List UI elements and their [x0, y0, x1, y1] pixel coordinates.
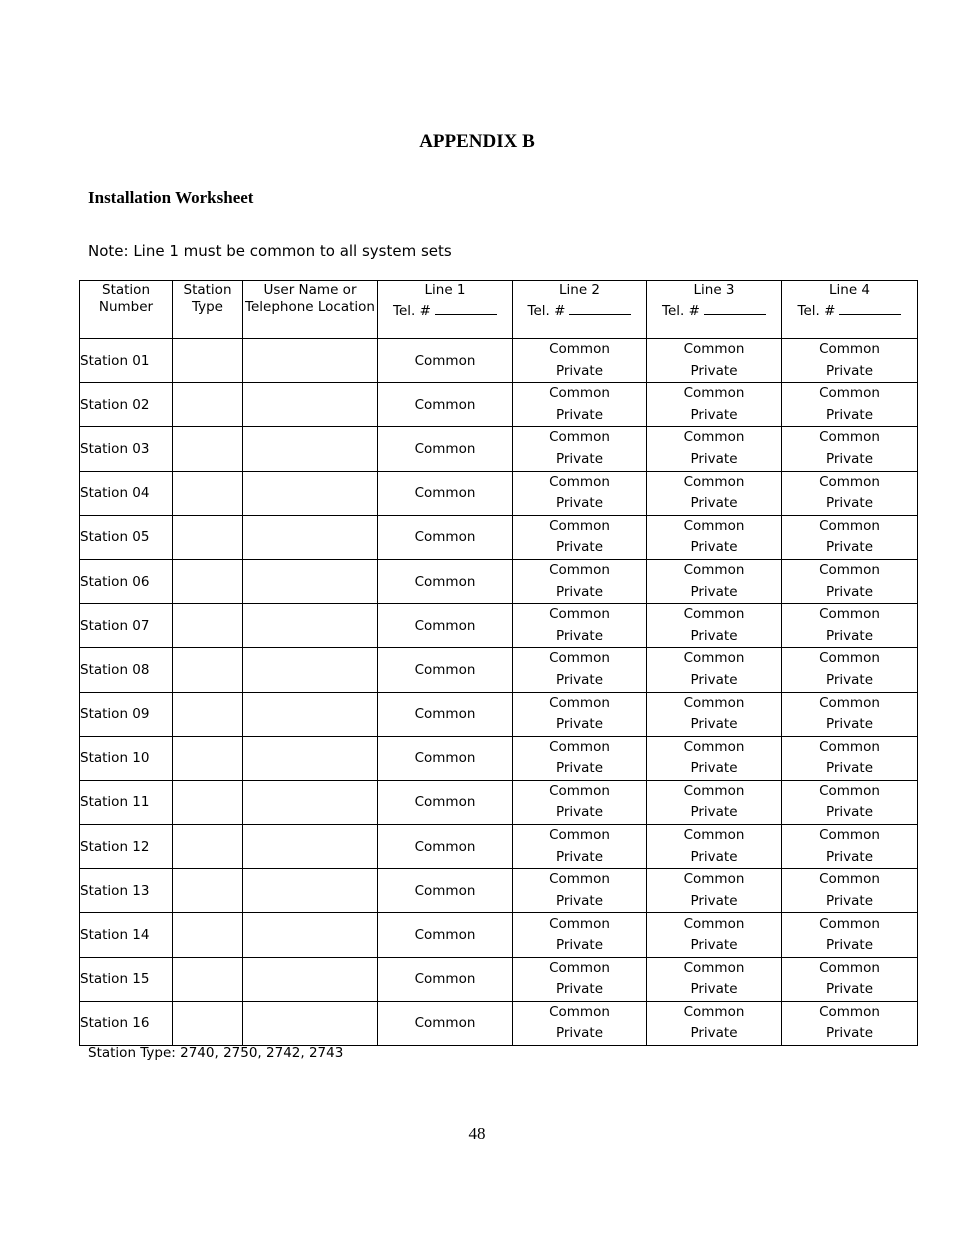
line-2-cell — [513, 913, 647, 957]
option-private: Private — [690, 760, 738, 777]
table-row — [80, 913, 918, 957]
line-3-cell — [647, 1001, 782, 1045]
line-4-cell — [782, 780, 918, 824]
option-common: Common — [683, 738, 745, 755]
option-private: Private — [825, 716, 874, 733]
option-common: Common — [819, 959, 880, 976]
option-common: Common — [819, 385, 880, 402]
line-4-cell — [782, 648, 918, 692]
option-common: Common — [819, 915, 880, 932]
line-2-cell — [513, 383, 647, 427]
option-common: Common — [549, 473, 610, 490]
option-private: Private — [555, 495, 604, 512]
option-private: Private — [690, 583, 738, 600]
option-private: Private — [690, 539, 738, 556]
tel-label: Tel. # — [393, 303, 431, 319]
station-type-cell[interactable] — [173, 957, 243, 1001]
station-type-cell[interactable] — [173, 736, 243, 780]
station-number-cell: Station 06 — [80, 559, 173, 603]
option-private: Private — [690, 406, 738, 423]
station-type-cell[interactable] — [173, 648, 243, 692]
station-number-cell: Station 09 — [80, 692, 173, 736]
option-private: Private — [825, 760, 874, 777]
line-3-cell — [647, 427, 782, 471]
table-row — [80, 825, 918, 869]
option-private: Private — [555, 583, 604, 600]
line-3-cell — [647, 957, 782, 1001]
option-common: Common — [549, 827, 610, 844]
line-4-cell — [782, 604, 918, 648]
option-common: Common — [683, 606, 745, 623]
option-common: Common — [819, 871, 880, 888]
option-common: Common — [683, 650, 745, 667]
note-text: Note: Line 1 must be common to all system sets — [88, 242, 452, 260]
option-private: Private — [555, 716, 604, 733]
option-common: Common — [549, 694, 610, 711]
option-common: Common — [549, 562, 610, 579]
option-private: Private — [825, 362, 874, 379]
line-1-cell: Common — [378, 427, 513, 471]
line-2-cell — [513, 957, 647, 1001]
line-4-cell — [782, 1001, 918, 1045]
station-number-cell: Station 02 — [80, 383, 173, 427]
option-common: Common — [683, 341, 745, 358]
table-row — [80, 604, 918, 648]
header-line-2-label: Line 2 — [558, 282, 600, 298]
header-line-4-tel — [782, 303, 917, 320]
line-4-cell — [782, 692, 918, 736]
option-common: Common — [819, 782, 880, 799]
option-private: Private — [555, 671, 604, 688]
line-3-cell — [647, 648, 782, 692]
option-private: Private — [825, 495, 874, 512]
option-private: Private — [555, 937, 604, 954]
line-4-cell — [782, 427, 918, 471]
line-2-cell — [513, 736, 647, 780]
user-name-cell[interactable] — [243, 427, 378, 471]
header-line-3-label: Line 3 — [693, 282, 735, 298]
line-3-cell — [647, 471, 782, 515]
station-type-cell[interactable] — [173, 471, 243, 515]
line-4-cell — [782, 736, 918, 780]
page-number: 48 — [468, 1124, 486, 1143]
option-private: Private — [555, 406, 604, 423]
option-common: Common — [683, 915, 745, 932]
option-common: Common — [819, 694, 880, 711]
line-1-cell: Common — [378, 383, 513, 427]
option-private: Private — [555, 804, 604, 821]
header-line-2 — [513, 281, 647, 339]
tel-label: Tel. # — [527, 303, 566, 319]
header-station-number-label: Station Number — [98, 282, 154, 315]
tel-label: Tel. # — [662, 303, 700, 319]
line-2-cell — [513, 515, 647, 559]
station-number-cell: Station 16 — [80, 1001, 173, 1045]
option-common: Common — [549, 1003, 610, 1020]
station-number-cell: Station 11 — [80, 780, 173, 824]
option-private: Private — [825, 848, 874, 865]
line-4-cell — [782, 383, 918, 427]
table-row — [80, 559, 918, 603]
line-1-cell: Common — [378, 957, 513, 1001]
option-private: Private — [555, 539, 604, 556]
option-private: Private — [555, 848, 604, 865]
option-common: Common — [549, 385, 610, 402]
header-line-4 — [782, 281, 918, 339]
option-private: Private — [690, 804, 738, 821]
header-line-1-label: Line 1 — [424, 282, 466, 298]
line-3-cell — [647, 339, 782, 383]
header-line-4-label: Line 4 — [828, 282, 870, 298]
line-4-cell — [782, 339, 918, 383]
user-name-cell[interactable] — [243, 692, 378, 736]
user-name-cell[interactable] — [243, 559, 378, 603]
user-name-cell[interactable] — [243, 913, 378, 957]
line-4-cell — [782, 913, 918, 957]
option-common: Common — [819, 562, 880, 579]
option-private: Private — [555, 981, 604, 998]
option-private: Private — [825, 892, 874, 909]
line-1-cell: Common — [378, 780, 513, 824]
option-common: Common — [549, 915, 610, 932]
station-type-cell[interactable] — [173, 692, 243, 736]
installation-worksheet-table — [79, 280, 918, 1046]
line-2-cell — [513, 648, 647, 692]
option-common: Common — [683, 827, 745, 844]
option-private: Private — [555, 1025, 604, 1042]
line-1-cell: Common — [378, 736, 513, 780]
option-private: Private — [555, 892, 604, 909]
option-common: Common — [819, 517, 880, 534]
table-row — [80, 692, 918, 736]
line-1-cell: Common — [378, 604, 513, 648]
user-name-cell[interactable] — [243, 648, 378, 692]
option-common: Common — [683, 782, 745, 799]
line-2-cell — [513, 471, 647, 515]
station-type-cell[interactable] — [173, 559, 243, 603]
header-line-2-tel — [513, 303, 646, 320]
station-type-cell[interactable] — [173, 1001, 243, 1045]
line-1-cell: Common — [378, 339, 513, 383]
user-name-cell[interactable] — [243, 471, 378, 515]
line-3-cell — [647, 692, 782, 736]
line-2-cell — [513, 427, 647, 471]
option-private: Private — [825, 583, 874, 600]
header-user-name — [243, 281, 378, 339]
table-row — [80, 869, 918, 913]
worksheet-body — [80, 339, 918, 1046]
line-4-cell — [782, 825, 918, 869]
option-common: Common — [683, 1003, 745, 1020]
option-common: Common — [683, 871, 745, 888]
line-1-cell: Common — [378, 869, 513, 913]
option-common: Common — [819, 473, 880, 490]
table-row — [80, 736, 918, 780]
header-line-1-tel — [378, 303, 512, 320]
option-private: Private — [690, 981, 738, 998]
table-row — [80, 515, 918, 559]
option-common: Common — [819, 738, 880, 755]
table-row — [80, 427, 918, 471]
line-2-cell — [513, 692, 647, 736]
line-1-cell: Common — [378, 1001, 513, 1045]
option-common: Common — [819, 827, 880, 844]
table-row — [80, 648, 918, 692]
user-name-cell[interactable] — [243, 339, 378, 383]
tel-label: Tel. # — [797, 303, 836, 319]
user-name-cell[interactable] — [243, 825, 378, 869]
line-2-cell — [513, 825, 647, 869]
option-common: Common — [549, 650, 610, 667]
line-2-cell — [513, 604, 647, 648]
line-3-cell — [647, 604, 782, 648]
line-1-cell: Common — [378, 825, 513, 869]
line-4-cell — [782, 471, 918, 515]
line-3-cell — [647, 869, 782, 913]
line-4-cell — [782, 515, 918, 559]
line-2-cell — [513, 780, 647, 824]
station-type-cell[interactable] — [173, 913, 243, 957]
line-2-cell — [513, 869, 647, 913]
line-3-cell — [647, 515, 782, 559]
option-common: Common — [683, 694, 745, 711]
option-common: Common — [819, 341, 880, 358]
option-private: Private — [690, 362, 738, 379]
tel-blank-line — [435, 303, 497, 315]
line-1-cell: Common — [378, 559, 513, 603]
line-2-cell — [513, 1001, 647, 1045]
option-common: Common — [683, 562, 745, 579]
option-common: Common — [819, 1003, 880, 1020]
line-1-cell: Common — [378, 515, 513, 559]
station-number-cell: Station 10 — [80, 736, 173, 780]
option-common: Common — [819, 650, 880, 667]
station-type-cell[interactable] — [173, 383, 243, 427]
tel-blank-line — [704, 303, 766, 315]
option-private: Private — [825, 981, 874, 998]
option-common: Common — [683, 385, 745, 402]
option-common: Common — [549, 738, 610, 755]
table-row — [80, 957, 918, 1001]
line-4-cell — [782, 869, 918, 913]
table-row — [80, 1001, 918, 1045]
table-row — [80, 780, 918, 824]
option-private: Private — [825, 937, 874, 954]
header-row — [80, 281, 918, 339]
user-name-cell[interactable] — [243, 869, 378, 913]
table-row — [80, 339, 918, 383]
line-3-cell — [647, 780, 782, 824]
option-common: Common — [683, 959, 745, 976]
option-private: Private — [690, 627, 738, 644]
option-common: Common — [549, 959, 610, 976]
user-name-cell[interactable] — [243, 736, 378, 780]
option-private: Private — [555, 627, 604, 644]
station-type-cell[interactable] — [173, 780, 243, 824]
station-number-cell: Station 04 — [80, 471, 173, 515]
option-private: Private — [690, 937, 738, 954]
user-name-cell[interactable] — [243, 383, 378, 427]
option-private: Private — [555, 450, 604, 467]
line-3-cell — [647, 825, 782, 869]
station-number-cell: Station 07 — [80, 604, 173, 648]
option-common: Common — [549, 606, 610, 623]
option-common: Common — [549, 871, 610, 888]
option-private: Private — [825, 1025, 874, 1042]
station-number-cell: Station 15 — [80, 957, 173, 1001]
header-station-type-label: Station Type — [183, 282, 232, 315]
option-private: Private — [825, 627, 874, 644]
tel-blank-line — [569, 303, 631, 315]
line-2-cell — [513, 339, 647, 383]
line-3-cell — [647, 559, 782, 603]
option-private: Private — [690, 848, 738, 865]
user-name-cell[interactable] — [243, 515, 378, 559]
line-3-cell — [647, 383, 782, 427]
table-row — [80, 471, 918, 515]
option-common: Common — [819, 429, 880, 446]
option-private: Private — [690, 450, 738, 467]
station-type-cell[interactable] — [173, 825, 243, 869]
header-station-type — [173, 281, 243, 339]
option-private: Private — [825, 450, 874, 467]
user-name-cell[interactable] — [243, 780, 378, 824]
header-user-name-label: User Name or Telephone Location — [245, 282, 375, 315]
table-row — [80, 383, 918, 427]
section-title: Installation Worksheet — [88, 188, 254, 207]
option-private: Private — [690, 671, 738, 688]
tel-blank-line — [839, 303, 901, 315]
option-common: Common — [683, 429, 745, 446]
station-number-cell: Station 12 — [80, 825, 173, 869]
option-private: Private — [555, 760, 604, 777]
option-private: Private — [825, 406, 874, 423]
line-1-cell: Common — [378, 471, 513, 515]
line-4-cell — [782, 957, 918, 1001]
option-common: Common — [549, 341, 610, 358]
station-type-cell[interactable] — [173, 339, 243, 383]
user-name-cell[interactable] — [243, 957, 378, 1001]
user-name-cell[interactable] — [243, 1001, 378, 1045]
station-type-cell[interactable] — [173, 869, 243, 913]
line-3-cell — [647, 736, 782, 780]
option-private: Private — [690, 716, 738, 733]
option-private: Private — [825, 671, 874, 688]
option-common: Common — [683, 473, 745, 490]
station-number-cell: Station 08 — [80, 648, 173, 692]
option-common: Common — [549, 517, 610, 534]
line-1-cell: Common — [378, 913, 513, 957]
header-line-1 — [378, 281, 513, 339]
station-type-footnote: Station Type: 2740, 2750, 2742, 2743 — [88, 1045, 344, 1061]
user-name-cell[interactable] — [243, 604, 378, 648]
option-private: Private — [825, 539, 874, 556]
station-type-cell[interactable] — [173, 515, 243, 559]
header-station-number — [80, 281, 173, 339]
station-number-cell: Station 14 — [80, 913, 173, 957]
option-private: Private — [690, 495, 738, 512]
option-private: Private — [555, 362, 604, 379]
option-common: Common — [819, 606, 880, 623]
station-number-cell: Station 03 — [80, 427, 173, 471]
line-1-cell: Common — [378, 648, 513, 692]
option-private: Private — [825, 804, 874, 821]
station-type-cell[interactable] — [173, 427, 243, 471]
header-line-3-tel — [647, 303, 781, 320]
option-private: Private — [690, 1025, 738, 1042]
option-common: Common — [549, 782, 610, 799]
appendix-title: APPENDIX B — [419, 131, 535, 152]
line-4-cell — [782, 559, 918, 603]
option-common: Common — [549, 429, 610, 446]
option-private: Private — [690, 892, 738, 909]
station-number-cell: Station 13 — [80, 869, 173, 913]
line-1-cell: Common — [378, 692, 513, 736]
station-type-cell[interactable] — [173, 604, 243, 648]
station-number-cell: Station 01 — [80, 339, 173, 383]
line-3-cell — [647, 913, 782, 957]
header-line-3 — [647, 281, 782, 339]
option-common: Common — [683, 517, 745, 534]
line-2-cell — [513, 559, 647, 603]
station-number-cell: Station 05 — [80, 515, 173, 559]
